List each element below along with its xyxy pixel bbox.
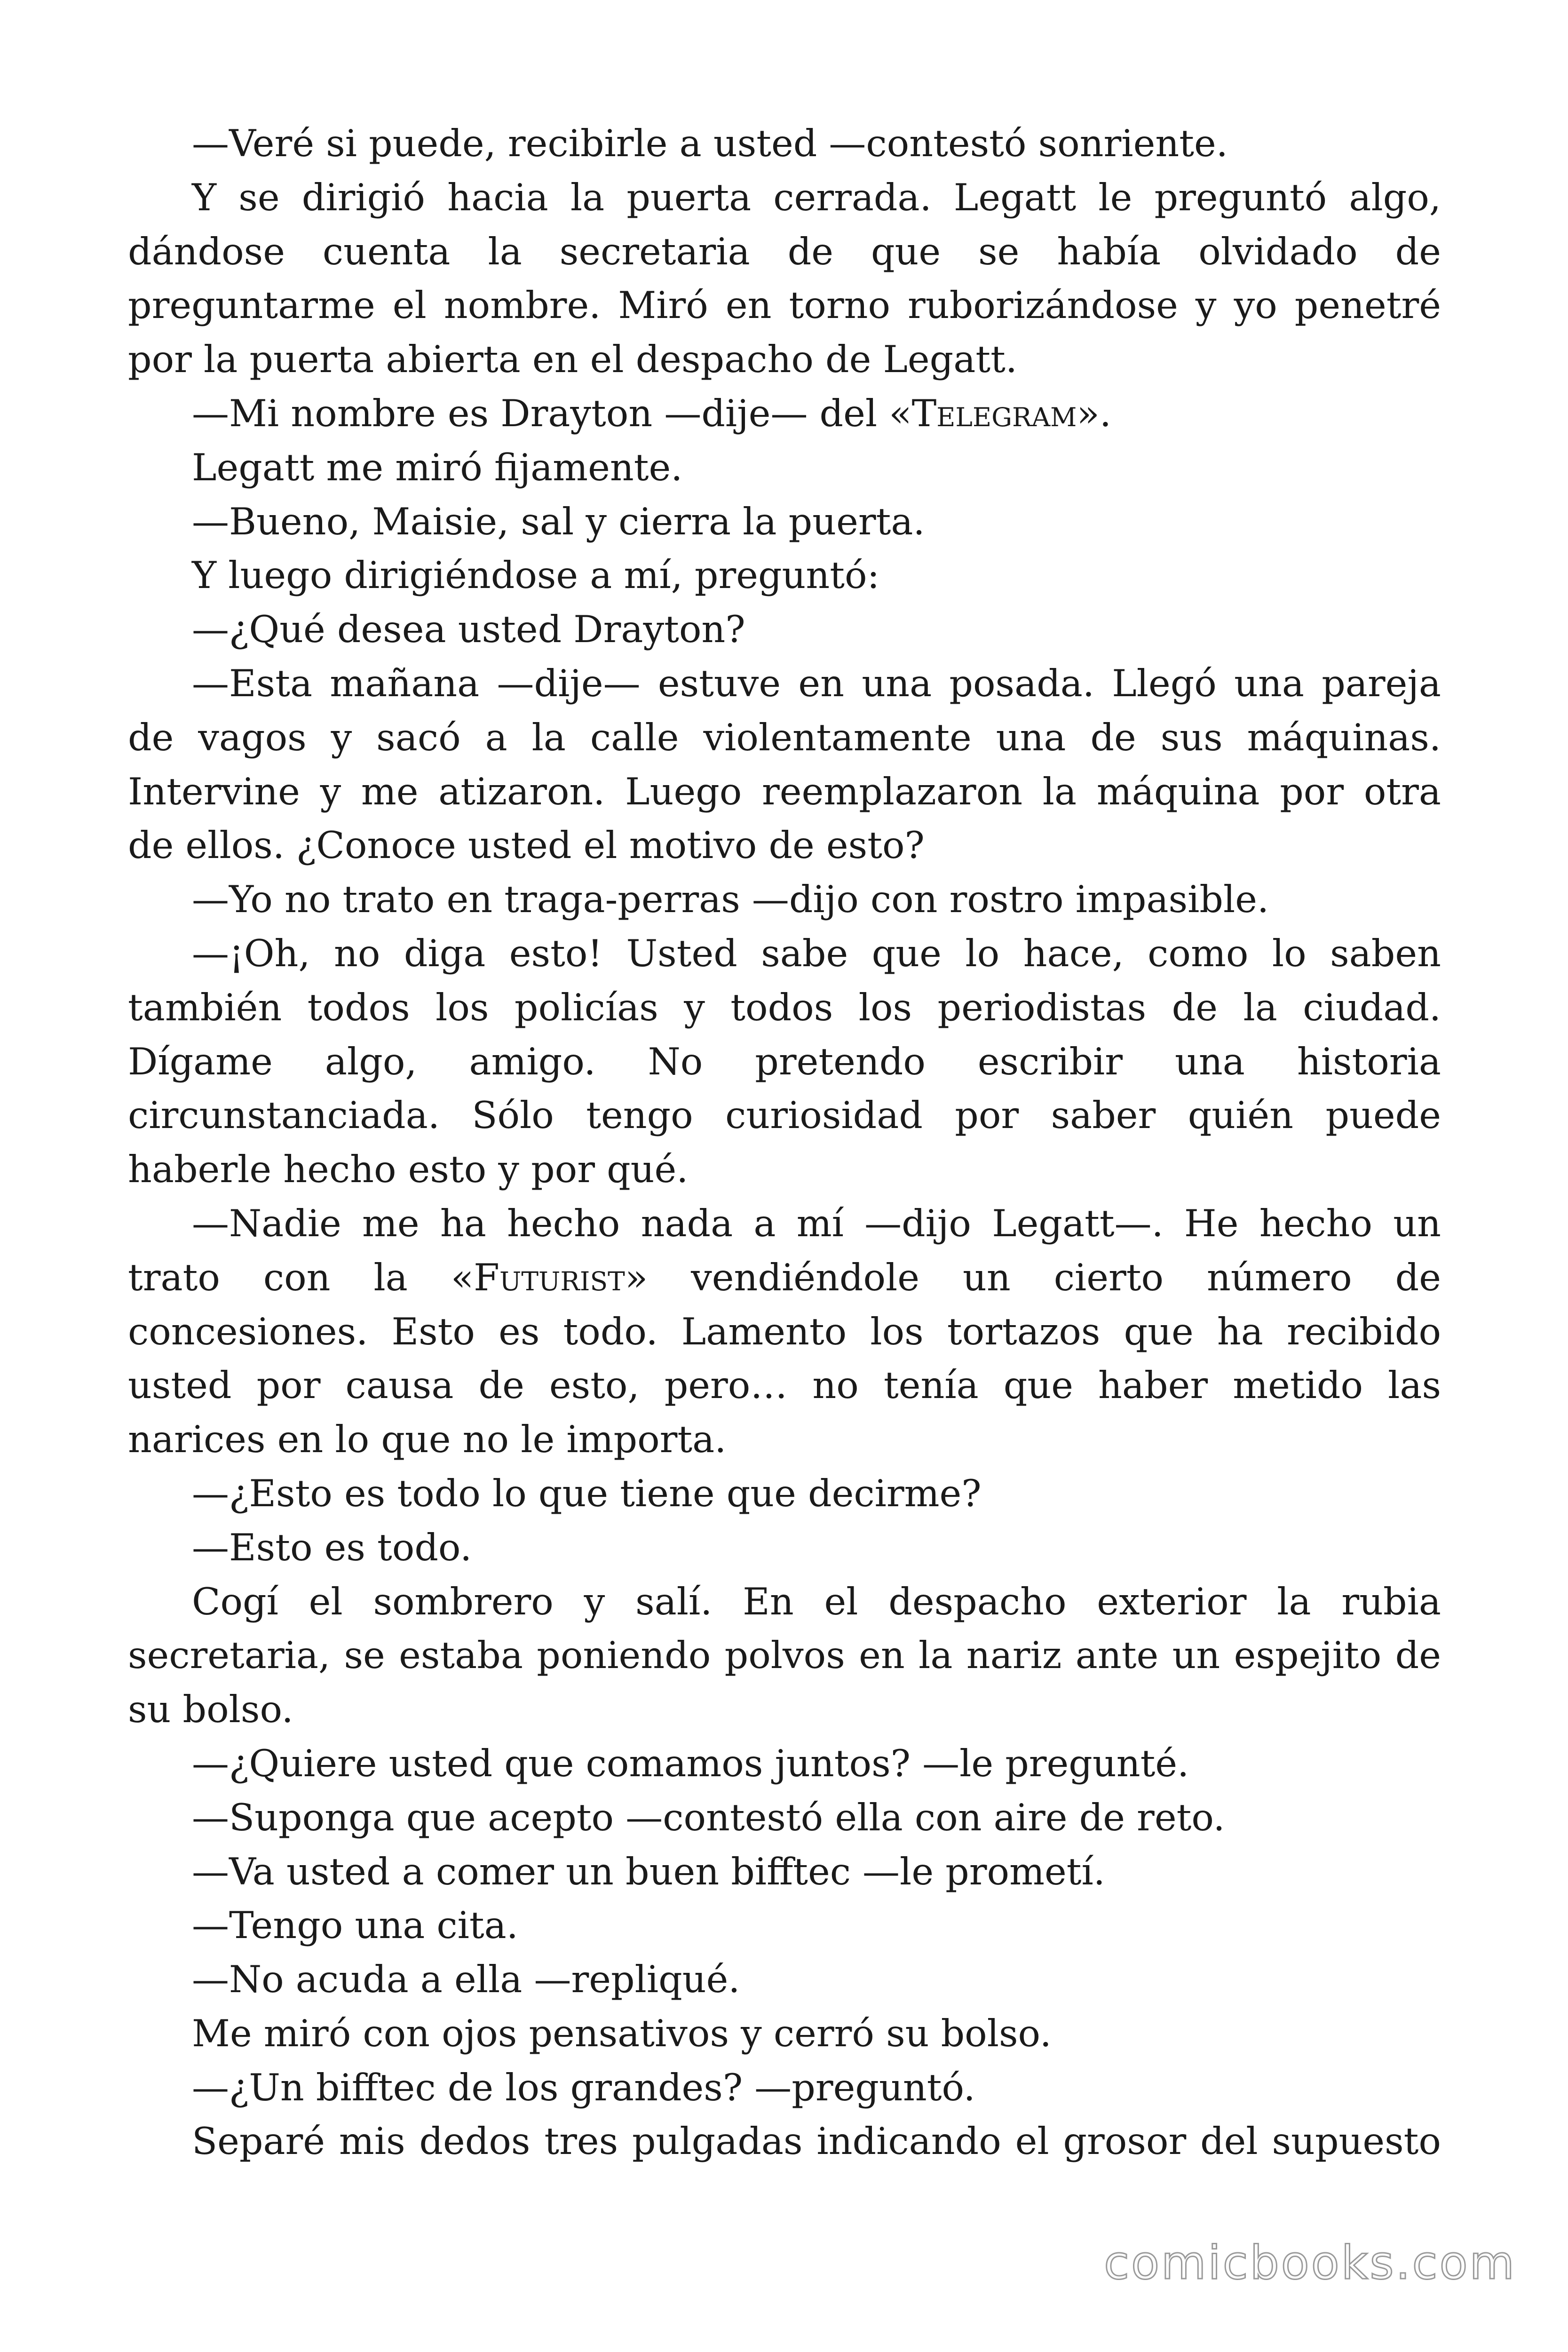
text-line: secretaria, se estaba poniendo polvos en la nariz ante un espejito de <box>128 1634 1441 1677</box>
text-line: Y se dirigió hacia la puerta cerrada. Legatt le preguntó algo, <box>192 175 1441 219</box>
text-line: narices en lo que no le importa. <box>128 1418 727 1462</box>
text-line: —No acuda a ella —repliqué. <box>192 1958 740 2002</box>
text-line: dándose cuenta la secretaria de que se había olvidado de <box>128 230 1441 273</box>
text-line: haberle hecho esto y por qué. <box>128 1148 689 1192</box>
text-line: preguntarme el nombre. Miró en torno ruborizándose y yo penetré <box>128 284 1441 327</box>
text-line: —¿Quiere usted que comamos juntos? —le pregunté. <box>192 1741 1189 1785</box>
text-line: Legatt me miró fijamente. <box>192 445 683 489</box>
text-line: —Yo no trato en traga-perras —dijo con rostro impasible. <box>192 878 1269 922</box>
text-fragment: » vendiéndole un cierto número de <box>625 1255 1441 1299</box>
text-line: Y luego dirigiéndose a mí, preguntó: <box>192 554 880 597</box>
text-line <box>128 1251 1441 1305</box>
text-line: Separé mis dedos tres pulgadas indicando el grosor del supuesto <box>192 2120 1441 2163</box>
text-line: —¿Qué desea usted Drayton? <box>192 608 745 652</box>
company-name: Futurist <box>474 1255 625 1299</box>
text-line: —¿Esto es todo lo que tiene que decirme? <box>192 1471 982 1515</box>
text-line: Dígame algo, amigo. No pretendo escribir una historia <box>128 1040 1441 1083</box>
text-line: —¡Oh, no diga esto! Usted sabe que lo hace, como lo saben <box>192 931 1441 975</box>
text-line: —Va usted a comer un buen bifftec —le prometí. <box>192 1850 1105 1893</box>
text-line: —Veré si puede, recibirle a usted —contestó sonriente. <box>192 122 1228 165</box>
text-line: —Bueno, Maisie, sal y cierra la puerta. <box>192 500 925 543</box>
text-line: por la puerta abierta en el despacho de Legatt. <box>128 338 1017 381</box>
text-fragment: trato con la « <box>128 1255 474 1299</box>
text-line: también todos los policías y todos los periodistas de la ciudad. <box>128 985 1441 1029</box>
watermark: comicbooks.com <box>1104 2236 1516 2290</box>
text-line: —Suponga que acepto —contestó ella con aire de reto. <box>192 1796 1225 1839</box>
text-fragment: —Mi nombre es Drayton —dije— del « <box>192 391 912 435</box>
text-line: circunstanciada. Sólo tengo curiosidad por saber quién puede <box>128 1094 1441 1137</box>
text-line: concesiones. Esto es todo. Lamento los tortazos que ha recibido <box>128 1310 1441 1353</box>
text-line: —Nadie me ha hecho nada a mí —dijo Legatt—. He hecho un <box>192 1201 1441 1245</box>
text-line: usted por causa de esto, pero… no tenía que haber metido las <box>128 1364 1441 1407</box>
text-line: Cogí el sombrero y salí. En el despacho exterior la rubia <box>192 1580 1441 1623</box>
text-line: —Tengo una cita. <box>192 1904 518 1947</box>
page-body <box>128 117 1441 2169</box>
text-line: de vagos y sacó a la calle violentamente una de sus máquinas. <box>128 715 1441 759</box>
text-line: de ellos. ¿Conoce usted el motivo de esto? <box>128 824 925 867</box>
text-line: —Esta mañana —dije— estuve en una posada. Llegó una pareja <box>192 661 1441 705</box>
text-fragment: ». <box>1077 391 1111 435</box>
newspaper-name: Telegram <box>911 391 1077 435</box>
text-line <box>128 387 1441 441</box>
text-line: —¿Un bifftec de los grandes? —preguntó. <box>192 2066 975 2109</box>
text-line: —Esto es todo. <box>192 1526 472 1569</box>
text-line: Me miró con ojos pensativos y cerró su bolso. <box>192 2011 1052 2055</box>
text-line: su bolso. <box>128 1688 293 1732</box>
text-line: Intervine y me atizaron. Luego reemplazaron la máquina por otra <box>128 770 1441 813</box>
